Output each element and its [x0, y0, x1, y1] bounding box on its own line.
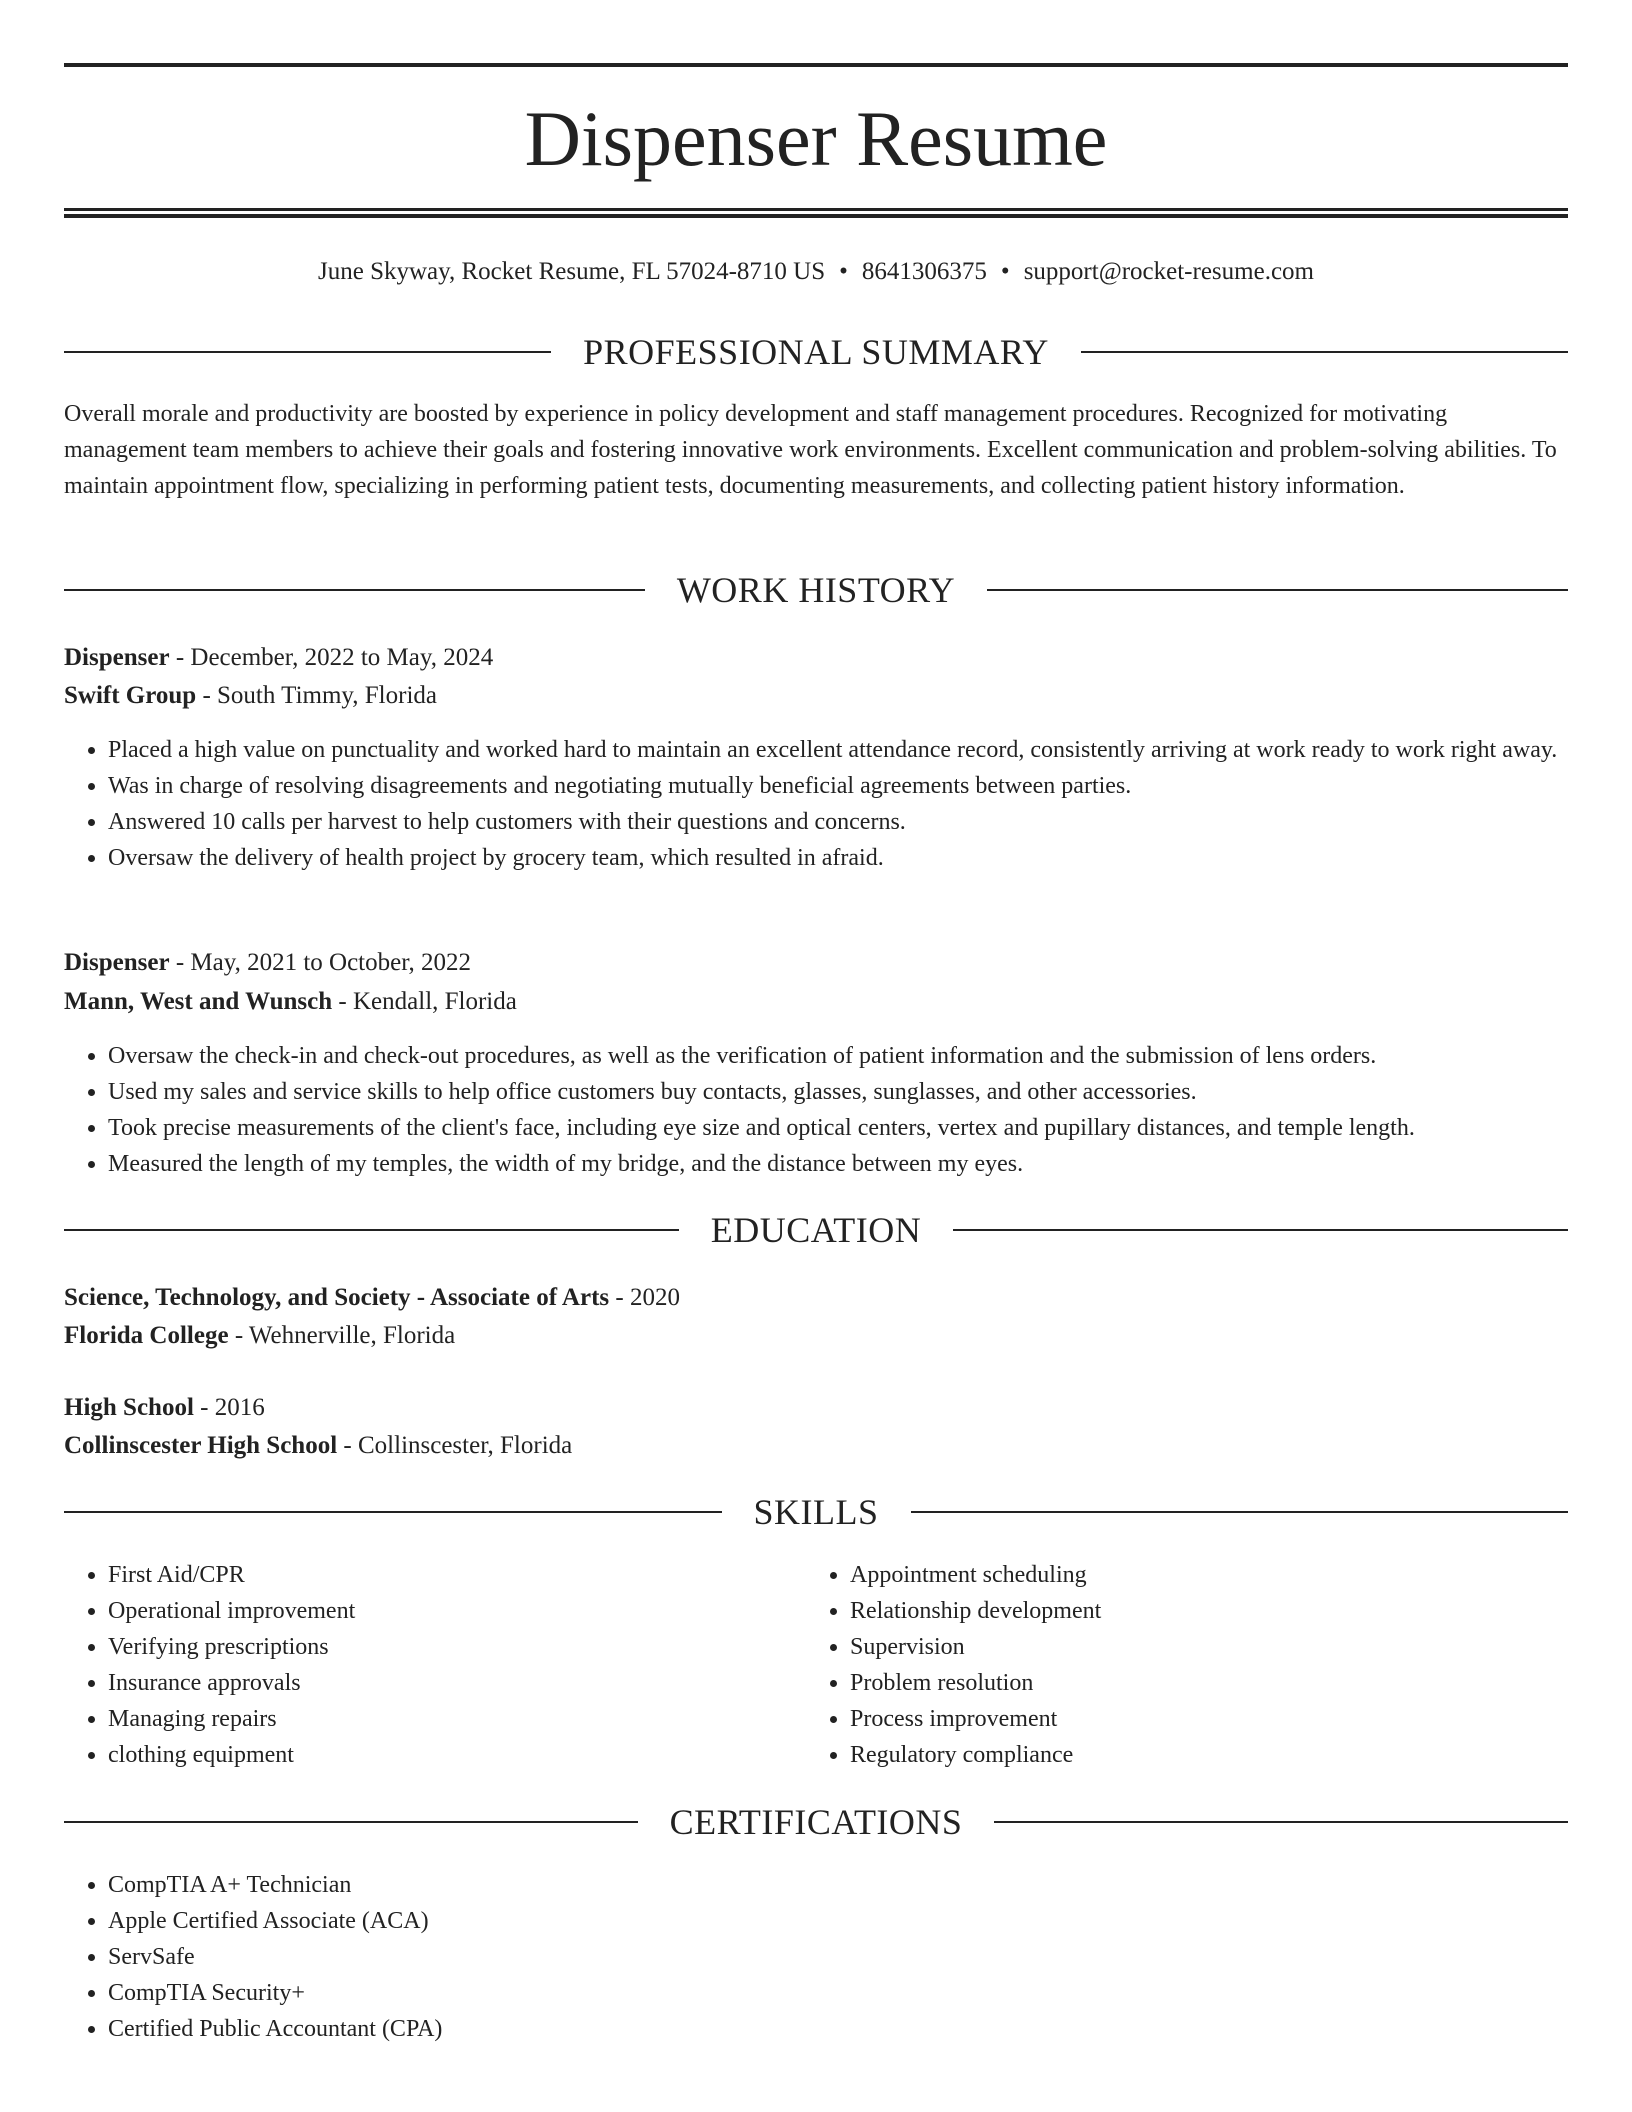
- job-company-line: [64, 984, 1568, 1020]
- education-degree: Science, Technology, and Society - Associate of Arts: [64, 1284, 610, 1311]
- education-year: - 2016: [193, 1394, 265, 1421]
- divider: [1081, 351, 1568, 353]
- list-item: • Placed a high value on punctuality and worked hard to maintain an excellent attendance record, consistently arriving at work ready to work right away.: [108, 732, 1568, 768]
- divider: [953, 1229, 1568, 1231]
- section-heading-education: [64, 1208, 1568, 1252]
- contact-email: support@rocket-resume.com: [1023, 258, 1314, 285]
- job-location: - South Timmy, Florida: [196, 682, 437, 709]
- contact-separator: •: [1000, 258, 1010, 285]
- contact-line: [64, 255, 1568, 289]
- education-degree-line: [64, 1280, 1568, 1316]
- contact-address: June Skyway, Rocket Resume, FL 57024-8710 US: [318, 258, 826, 285]
- divider: [64, 1821, 638, 1823]
- list-item: • Apple Certified Associate (ACA): [108, 1903, 1568, 1939]
- list-item: • Used my sales and service skills to help office customers buy contacts, glasses, sunglasses, and other accessories.: [108, 1074, 1568, 1110]
- list-item: • Measured the length of my temples, the width of my bridge, and the distance between my eyes.: [108, 1146, 1568, 1182]
- divider: [911, 1511, 1569, 1513]
- certifications-list: [64, 1867, 1568, 2047]
- list-item: • Was in charge of resolving disagreements and negotiating mutually beneficial agreements between parties.: [108, 768, 1568, 804]
- list-item: • Took precise measurements of the client's face, including eye size and optical centers, vertex and pupillary distances, and temple length.: [108, 1110, 1568, 1146]
- list-item: • Problem resolution: [850, 1665, 1550, 1701]
- education-school: Collinscester High School: [64, 1432, 338, 1459]
- list-item: • ServSafe: [108, 1939, 1568, 1975]
- list-item: • Oversaw the check-in and check-out procedures, as well as the verification of patient information and the submission of lens orders.: [108, 1038, 1568, 1074]
- job-bullets: [64, 1038, 1568, 1182]
- job-company: Mann, West and Wunsch: [64, 988, 333, 1015]
- list-item: • First Aid/CPR: [108, 1557, 808, 1593]
- list-item: • Regulatory compliance: [850, 1737, 1550, 1773]
- list-item: • CompTIA Security+: [108, 1975, 1568, 2011]
- education-school-line: [64, 1318, 1568, 1354]
- job-title-line: [64, 640, 1568, 676]
- list-item: • Verifying prescriptions: [108, 1629, 808, 1665]
- education-year: - 2020: [609, 1284, 680, 1311]
- summary-text: Overall morale and productivity are boosted by experience in policy development and staff management procedures. Recognized for motivating management team members to achieve their goals and fostering innovative work environments. Excellent communication and problem-solving abilities. To maintain appointment flow, specializing in performing patient tests, documenting measurements, and collecting patient history information.: [64, 401, 1557, 499]
- list-item: • Relationship development: [850, 1593, 1550, 1629]
- contact-phone: 8641306375: [861, 258, 987, 285]
- contact-separator: •: [839, 258, 848, 285]
- list-item: • Insurance approvals: [108, 1665, 808, 1701]
- title-double-rule: [64, 208, 1568, 218]
- divider: [64, 589, 645, 591]
- skills-list-left: [64, 1557, 808, 1773]
- section-title: EDUCATION: [710, 1210, 922, 1250]
- list-item: • Supervision: [850, 1629, 1550, 1665]
- top-rule: [64, 63, 1568, 67]
- section-title: CERTIFICATIONS: [669, 1802, 963, 1842]
- divider: [64, 1229, 679, 1231]
- list-item: • CompTIA A+ Technician: [108, 1867, 1568, 1903]
- job-dates: - December, 2022 to May, 2024: [169, 644, 494, 671]
- list-item: • Answered 10 calls per harvest to help customers with their questions and concerns.: [108, 804, 1568, 840]
- job-dates: - May, 2021 to October, 2022: [169, 949, 472, 976]
- page-title: Dispenser Resume: [524, 95, 1108, 182]
- job-bullets: [64, 732, 1568, 876]
- job-title: Dispenser: [64, 644, 170, 671]
- education-degree: High School: [64, 1394, 194, 1421]
- education-location: - Collinscester, Florida: [337, 1432, 573, 1459]
- divider: [994, 1821, 1568, 1823]
- list-item: • Managing repairs: [108, 1701, 808, 1737]
- job-company-line: [64, 678, 1568, 714]
- section-title: SKILLS: [753, 1492, 879, 1532]
- job-location: - Kendall, Florida: [332, 988, 517, 1015]
- education-school-line: [64, 1428, 1568, 1464]
- divider: [987, 589, 1568, 591]
- list-item: • Process improvement: [850, 1701, 1550, 1737]
- list-item: • clothing equipment: [108, 1737, 808, 1773]
- divider: [64, 351, 551, 353]
- job-company: Swift Group: [64, 682, 197, 709]
- list-item: • Oversaw the delivery of health project by grocery team, which resulted in afraid.: [108, 840, 1568, 876]
- section-heading-skills: [64, 1490, 1568, 1534]
- education-degree-line: [64, 1390, 1568, 1426]
- skills-list-right: [806, 1557, 1550, 1773]
- section-title: WORK HISTORY: [676, 570, 956, 610]
- job-title-line: [64, 945, 1568, 981]
- divider: [64, 1511, 722, 1513]
- education-location: - Wehnerville, Florida: [228, 1322, 456, 1349]
- list-item: • Operational improvement: [108, 1593, 808, 1629]
- education-school: Florida College: [64, 1322, 229, 1349]
- list-item: • Appointment scheduling: [850, 1557, 1550, 1593]
- section-heading-certifications: [64, 1800, 1568, 1844]
- list-item: • Certified Public Accountant (CPA): [108, 2011, 1568, 2047]
- job-title: Dispenser: [64, 949, 170, 976]
- section-heading-summary: [64, 330, 1568, 374]
- section-title: PROFESSIONAL SUMMARY: [583, 332, 1049, 372]
- section-heading-work: [64, 568, 1568, 612]
